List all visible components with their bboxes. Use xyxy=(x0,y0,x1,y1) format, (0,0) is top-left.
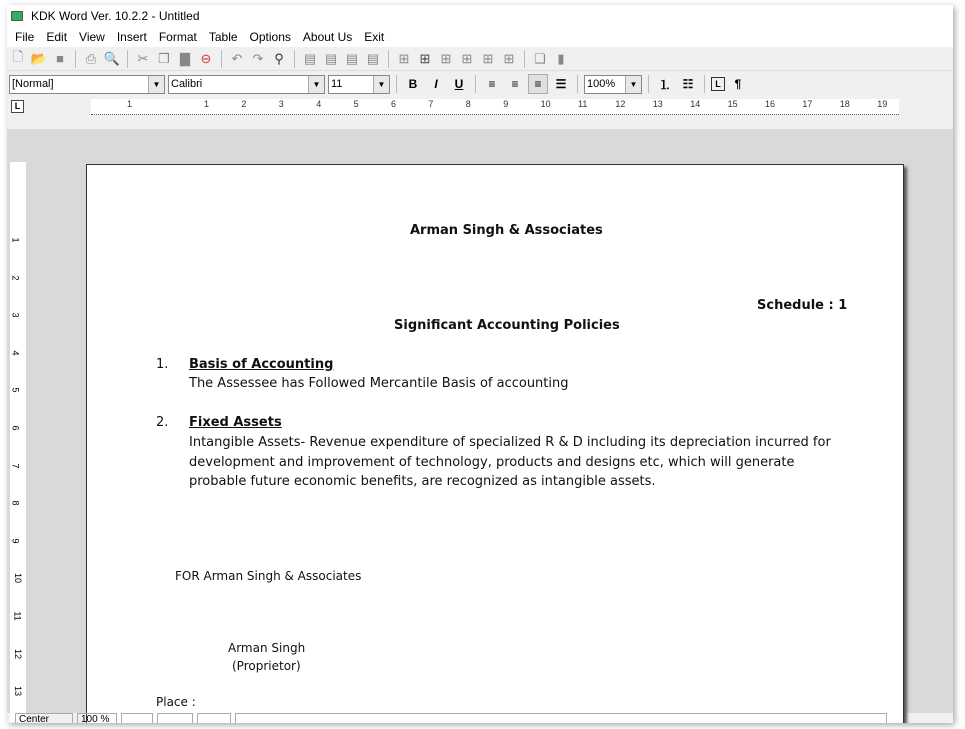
title-bar xyxy=(7,5,953,27)
ruler-label: 17 xyxy=(802,99,813,109)
zoom-select[interactable] xyxy=(584,75,642,94)
signatory-name: Arman Singh xyxy=(228,641,306,655)
table-icon-4[interactable]: ⊞ xyxy=(461,50,473,66)
align-center-icon[interactable]: ≡ xyxy=(528,74,548,94)
delete-icon[interactable]: ⊖ xyxy=(200,50,212,66)
app-window xyxy=(7,5,953,723)
page-icon[interactable]: ❏ xyxy=(534,50,546,66)
app-icon xyxy=(11,11,23,21)
style-select[interactable] xyxy=(9,75,165,94)
print-icon[interactable]: ⎙ xyxy=(85,50,97,66)
item-text: probable future economic benefits, are recognized as intangible assets. xyxy=(189,474,656,489)
menu-exit[interactable]: Exit xyxy=(364,30,385,44)
schedule-label: Schedule : 1 xyxy=(757,298,848,313)
vertical-ruler[interactable] xyxy=(10,162,26,722)
place-label: Place : xyxy=(156,695,196,709)
ruler-label: 19 xyxy=(877,99,888,109)
print-preview-icon[interactable]: 🔍 xyxy=(103,50,121,66)
ruler-label: 9 xyxy=(10,538,21,544)
ruler-label: 7 xyxy=(10,463,21,469)
ruler-label: 3 xyxy=(10,312,21,318)
ruler-label: 9 xyxy=(503,99,509,109)
font-select[interactable] xyxy=(168,75,325,94)
menu-about-us[interactable]: About Us xyxy=(302,30,353,44)
open-icon[interactable]: 📂 xyxy=(30,50,48,66)
horizontal-ruler[interactable] xyxy=(91,99,899,115)
ruler-label: 12 xyxy=(13,648,24,659)
show-formatting-button[interactable]: ¶ xyxy=(734,77,742,91)
document-icon[interactable]: ▮ xyxy=(557,50,565,66)
table-icon-6[interactable]: ⊞ xyxy=(503,50,515,66)
ruler-label: 18 xyxy=(839,99,850,109)
align-left-icon[interactable]: ≡ xyxy=(488,77,496,91)
bullet-list-icon[interactable]: ☷ xyxy=(682,77,694,91)
underline-button[interactable]: U xyxy=(454,77,464,91)
item-number: 1. xyxy=(156,357,169,372)
numbered-list-icon[interactable]: ⒈ xyxy=(658,77,671,92)
ruler-label: 5 xyxy=(10,387,21,393)
format-toolbar xyxy=(7,71,953,97)
undo-icon[interactable]: ↶ xyxy=(231,50,243,66)
ruler-label: 1 xyxy=(127,99,133,109)
menu-options[interactable]: Options xyxy=(249,30,291,44)
ruler-label: 6 xyxy=(10,425,21,431)
document-area xyxy=(7,129,953,713)
ruler-label: 1 xyxy=(204,99,210,109)
table-icon-3[interactable]: ⊞ xyxy=(440,50,452,66)
chevron-down-icon[interactable]: ▼ xyxy=(148,76,164,93)
font-size-value: 11 xyxy=(331,78,343,90)
ruler-label: 12 xyxy=(615,99,626,109)
indent-icon-2[interactable]: ▤ xyxy=(324,50,338,66)
ruler-label: 1 xyxy=(10,237,21,243)
chevron-down-icon[interactable]: ▼ xyxy=(308,76,324,93)
for-line: FOR Arman Singh & Associates xyxy=(175,569,362,583)
justify-icon[interactable]: ☰ xyxy=(555,77,567,91)
status-cell xyxy=(157,713,193,723)
table-icon-5[interactable]: ⊞ xyxy=(482,50,494,66)
status-alignment: Center xyxy=(15,713,73,723)
menu-edit[interactable]: Edit xyxy=(46,30,68,44)
item-text: The Assessee has Followed Mercantile Basis of accounting xyxy=(189,376,569,391)
designation: (Proprietor) xyxy=(232,659,301,673)
style-value: [Normal] xyxy=(12,78,54,90)
zoom-value: 100% xyxy=(587,78,616,90)
copy-icon[interactable]: ❐ xyxy=(158,50,170,66)
ruler-label: 11 xyxy=(578,99,588,109)
status-cell xyxy=(121,713,153,723)
indent-icon-1[interactable]: ▤ xyxy=(303,50,317,66)
status-zoom: 100 % xyxy=(77,713,117,723)
ruler-label: 2 xyxy=(10,275,21,281)
font-size-select[interactable] xyxy=(328,75,390,94)
ruler-label: 8 xyxy=(465,99,471,109)
new-icon[interactable]: 🗋 xyxy=(12,48,24,64)
status-message xyxy=(235,713,887,723)
item-text: Intangible Assets- Revenue expenditure of specialized R & D including its depreciation incurred for xyxy=(189,435,831,450)
menu-view[interactable]: View xyxy=(79,30,105,44)
ruler-label: 13 xyxy=(13,686,24,697)
ruler-label: 3 xyxy=(278,99,284,109)
redo-icon[interactable]: ↷ xyxy=(252,50,264,66)
indent-icon-3[interactable]: ▤ xyxy=(345,50,359,66)
paste-icon[interactable]: ▇ xyxy=(180,50,190,66)
item-text: development and improvement of technology, products and designs etc, which will generate xyxy=(189,455,795,470)
insert-table-icon[interactable]: ⊞ xyxy=(419,50,431,66)
firm-name: Arman Singh & Associates xyxy=(410,223,603,238)
ruler-label: 14 xyxy=(690,99,701,109)
standard-toolbar xyxy=(7,47,953,71)
bold-button[interactable]: B xyxy=(408,77,418,91)
ruler-label: 10 xyxy=(540,99,551,109)
find-icon[interactable]: ⚲ xyxy=(274,50,284,66)
item-title: Fixed Assets xyxy=(189,415,282,430)
indent-icon-4[interactable]: ▤ xyxy=(366,50,380,66)
ruler-label: 16 xyxy=(765,99,776,109)
tab-selector[interactable]: L xyxy=(11,100,24,113)
ruler-label: 11 xyxy=(12,611,23,621)
save-icon[interactable]: ■ xyxy=(56,51,64,66)
ruler-label: 8 xyxy=(10,500,21,506)
menu-table[interactable]: Table xyxy=(208,30,238,44)
heading: Significant Accounting Policies xyxy=(394,318,620,333)
italic-button[interactable]: I xyxy=(434,77,438,91)
menu-format[interactable]: Format xyxy=(158,30,197,44)
cut-icon[interactable]: ✂ xyxy=(137,50,149,66)
status-bar xyxy=(7,713,953,723)
ruler-label: 13 xyxy=(652,99,663,109)
tab-stop-button[interactable]: L xyxy=(711,77,725,91)
font-value: Calibri xyxy=(171,78,203,90)
table-icon-1[interactable]: ⊞ xyxy=(398,50,410,66)
document-page[interactable] xyxy=(86,164,904,723)
ruler-label: 7 xyxy=(428,99,434,109)
menu-bar xyxy=(7,27,953,47)
align-right-icon[interactable]: ≡ xyxy=(511,77,519,91)
chevron-down-icon[interactable]: ▼ xyxy=(625,76,641,93)
ruler-label: 4 xyxy=(316,99,322,109)
ruler-label: 10 xyxy=(13,573,24,584)
chevron-down-icon[interactable]: ▼ xyxy=(373,76,389,93)
ruler-label: 2 xyxy=(241,99,247,109)
ruler-row xyxy=(7,97,953,119)
status-cell xyxy=(197,713,231,723)
ruler-label: 5 xyxy=(353,99,359,109)
item-title: Basis of Accounting xyxy=(189,357,334,372)
menu-file[interactable]: File xyxy=(15,30,35,44)
ruler-label: 15 xyxy=(727,99,738,109)
ruler-label: 6 xyxy=(391,99,397,109)
menu-insert[interactable]: Insert xyxy=(116,30,147,44)
ruler-label: 4 xyxy=(10,350,21,356)
window-title: KDK Word Ver. 10.2.2 - Untitled xyxy=(31,9,200,23)
item-number: 2. xyxy=(156,415,169,430)
